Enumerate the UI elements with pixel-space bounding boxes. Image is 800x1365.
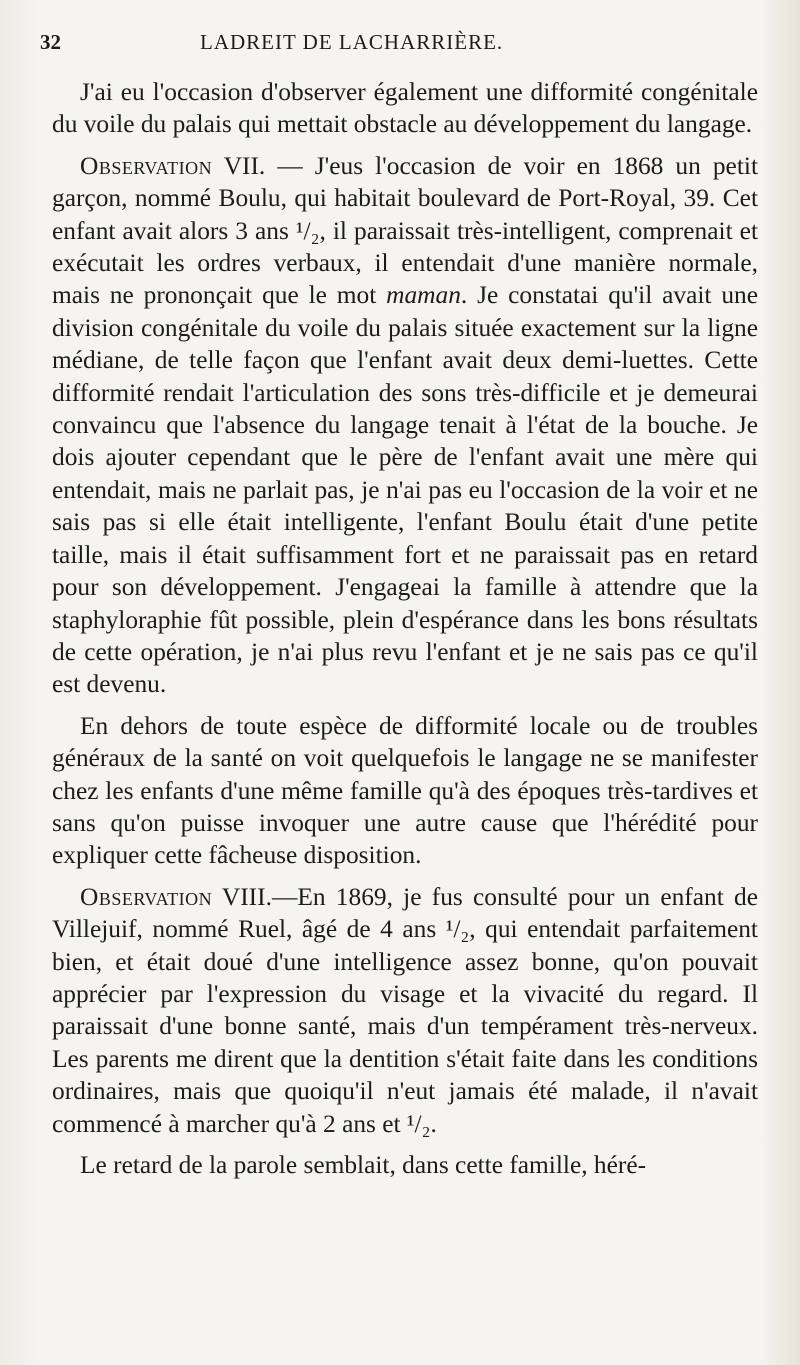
body-text (52, 76, 758, 1181)
paragraph-observation-7 (52, 150, 758, 701)
observation-text: —En 1869, je fus consulté pour un enfant de Villejuif, nommé Ruel, âgé de 4 ans ¹/₂, qui entendait parfaitement bien, et était doué d'une intelligence assez bonne, qu'on pouvait apprécier par l'expression du visage et la vivacité du regard. Il paraissait d'une bonne santé, mais d'un tempérament très-nerveux. Les parents me dirent que la dentition s'était faite dans les conditions ordinaires, mais que quoiqu'il n'eut jamais été malade, il n'avait commencé à marcher qu'à 2 ans et ¹/₂. (52, 882, 759, 1138)
running-head (40, 30, 758, 74)
observation-label: Observation (80, 151, 213, 180)
observation-number: VIII. (221, 882, 272, 911)
paragraph-heredity: En dehors de toute espèce de difformité locale ou de troubles généraux de la santé on voit quelquefois le langage ne se manifester chez les enfants d'une même famille qu'à des époques très-tardives et sans qu'on puisse invoquer une autre cause que l'hérédité pour expliquer cette fâcheuse disposition. (52, 711, 758, 870)
observation-text-a: — J'eus l'occasion de voir en 1868 un petit garçon, nommé Boulu, qui habitait boulevard de Port-Royal, 39. Cet enfant avait alors 3 ans ¹/₂, il paraissait très-intelligent, comprenait et exécutait les ordres verbaux, il entendait d'une manière normale, mais ne prononçait que le mot (52, 151, 758, 310)
observation-label: Observation (80, 882, 213, 911)
paragraph-observation-8 (52, 881, 758, 1140)
paragraph-continuation: Le retard de la parole semblait, dans cette famille, héré- (80, 1151, 647, 1179)
observation-number: VII. (223, 151, 266, 180)
emphasis-word: maman (386, 281, 461, 310)
running-title: LADREIT DE LACHARRIÈRE. (200, 30, 504, 54)
page-number: 32 (40, 30, 61, 54)
observation-text-b: . Je constatai qu'il avait une division congénitale du voile du palais située exactement sur la ligne médiane, de telle façon que l'enfant avait deux demi-luettes. Cette difformité rendait l'articulation des sons très-difficile et je demeurai convaincu que l'absence du langage tenait à l'état de la bouche. Je dois ajouter cependant que le père de l'enfant avait une mère qui entendait, mais ne parlait pas, je n'ai pas eu l'occasion de la voir et ne sais pas si elle était intelligente, l'enfant Boulu était d'une petite taille, mais il était suffisamment fort et ne paraissait pas en retard pour son développement. J'engageai la famille à attendre que la staphyloraphie fût possible, plein d'espérance dans les bons résultats de cette opération, je n'ai plus revu l'enfant et je ne sais pas ce qu'il est devenu. (52, 281, 758, 699)
paragraph-intro: J'ai eu l'occasion d'observer également une difformité congénitale du voile du palais qui mettait obstacle au développement du langage. (52, 78, 758, 139)
